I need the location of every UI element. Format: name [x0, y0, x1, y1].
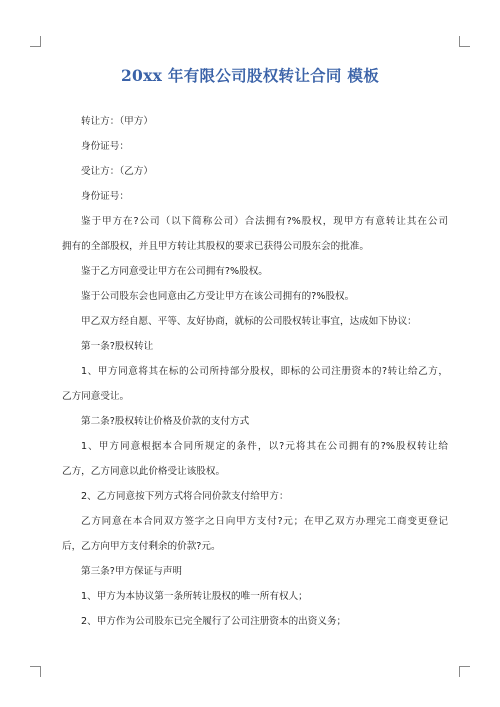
document-title: 20xx 年有限公司股权转让合同 模板 [120, 66, 380, 85]
paragraph-line: 1、甲方为本协议第一条所转让股权的唯一所有权人； [81, 591, 308, 602]
document-body [62, 109, 448, 634]
paragraph-line: 拥有的全部股权，并且甲方转让其股权的要求已获得公司股东会的批准。 [62, 241, 369, 252]
crop-mark-top-left [30, 36, 41, 47]
paragraph-line: 受让方：（乙方） [81, 166, 153, 177]
paragraph-line: 第一条?股权转让 [81, 341, 154, 352]
paragraph-line: 1、甲方同意根据本合同所规定的条件，以?元将其在公司拥有的?%股权转让给 [81, 441, 448, 452]
crop-mark-bottom-left [30, 666, 41, 677]
paragraph-line: 身份证号： [81, 141, 129, 152]
paragraph-line: 2、乙方同意按下列方式将合同价款支付给甲方： [81, 491, 289, 502]
paragraph-line: 乙方，乙方同意以此价格受让该股权。 [62, 466, 226, 477]
paragraph-line: 第三条?甲方保证与声明 [81, 566, 183, 577]
paragraph-line: 转让方：（甲方） [81, 116, 153, 127]
paragraph-line: 甲乙双方经自愿、平等、友好协商，就标的公司股权转让事宜，达成如下协议： [81, 316, 417, 327]
paragraph-line: 身份证号： [81, 191, 129, 202]
paragraph-line: 2、甲方作为公司股东已完全履行了公司注册资本的出资义务； [81, 616, 347, 627]
paragraph-line: 后，乙方向甲方支付剩余的价款?元。 [62, 541, 221, 552]
paragraph-line: 1、甲方同意将其在标的公司所持部分股权，即标的公司注册资本的?转让给乙方， [81, 366, 448, 377]
paragraph-line: 乙方同意受让。 [62, 391, 130, 402]
paragraph-line: 鉴于甲方在?公司（以下简称公司）合法拥有?%股权，现甲方有意转让其在公司 [81, 216, 448, 227]
paragraph-line: 鉴于公司股东会也同意由乙方受让甲方在该公司拥有的?%股权。 [81, 291, 355, 302]
crop-mark-top-right [459, 36, 470, 47]
crop-mark-bottom-right [459, 666, 470, 677]
paragraph-line: 第二条?股权转让价格及价款的支付方式 [81, 416, 250, 427]
paragraph-line: 鉴于乙方同意受让甲方在公司拥有?%股权。 [81, 266, 268, 277]
paragraph-line: 乙方同意在本合同双方签字之日向甲方支付?元；在甲乙双方办理完工商变更登记 [81, 516, 448, 527]
